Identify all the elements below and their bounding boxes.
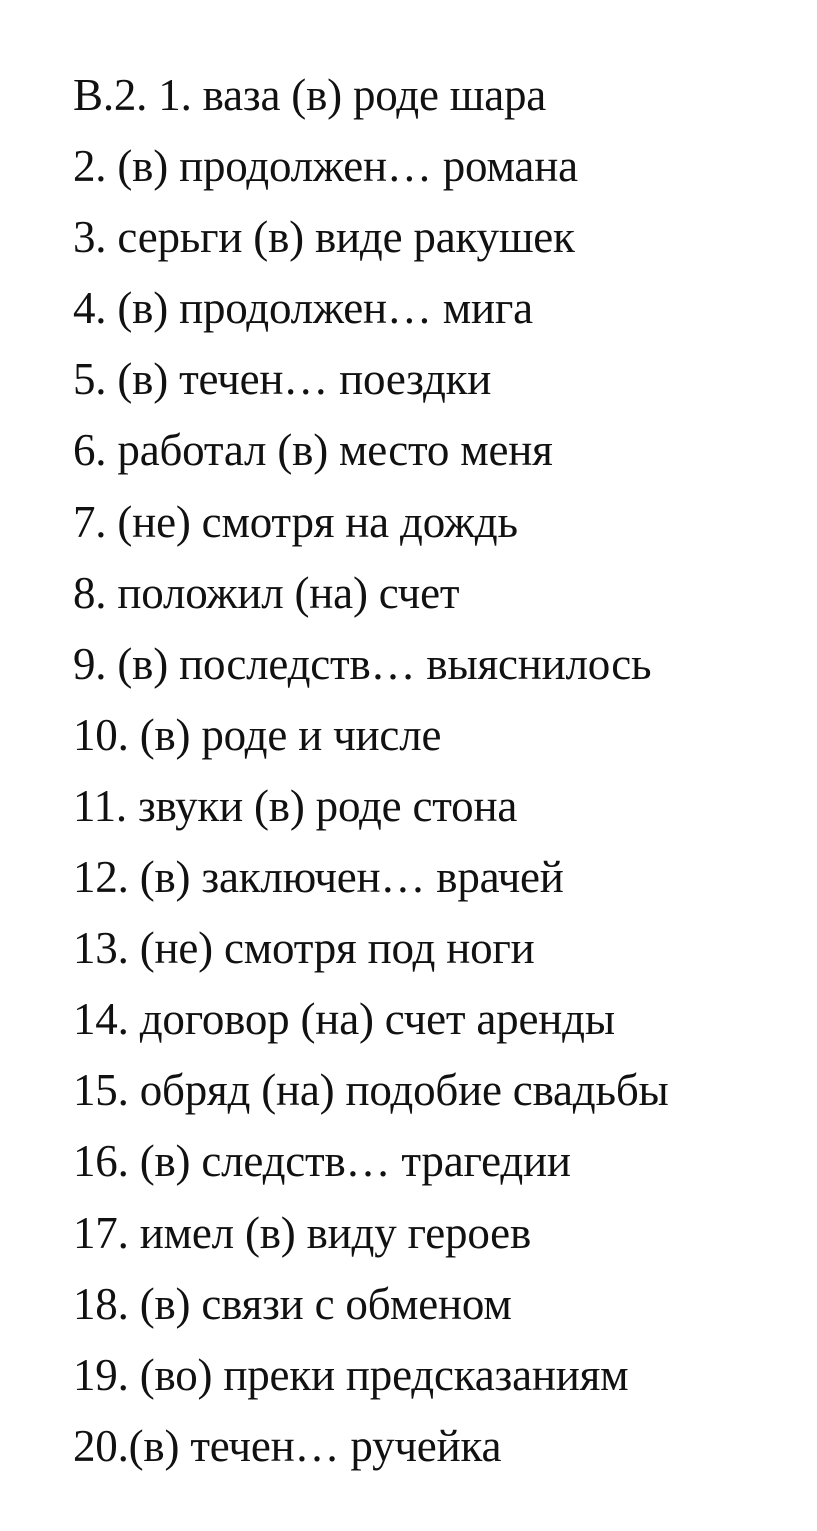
- exercise-line-9: 9. (в) последств… выяснилось: [73, 638, 652, 689]
- exercise-line-15: 15. обряд (на) подобие свадьбы: [73, 1065, 669, 1116]
- exercise-line-16: 16. (в) следств… трагедии: [73, 1136, 571, 1187]
- exercise-line-14: 14. договор (на) счет аренды: [73, 994, 615, 1045]
- exercise-line-18: 18. (в) связи с обменом: [73, 1278, 512, 1329]
- exercise-line-20: 20.(в) течен… ручейка: [73, 1420, 502, 1471]
- exercise-list: [73, 60, 813, 1482]
- exercise-line-10: 10. (в) роде и числе: [73, 709, 442, 760]
- exercise-line-1: В.2. 1. ваза (в) роде шара: [73, 70, 547, 120]
- exercise-line-13: 13. (не) смотря под ноги: [73, 923, 535, 974]
- exercise-line-11: 11. звуки (в) роде стона: [73, 780, 518, 831]
- exercise-line-12: 12. (в) заключен… врачей: [73, 852, 564, 903]
- exercise-line-5: 5. (в) течен… поездки: [73, 354, 492, 405]
- exercise-line-4: 4. (в) продолжен… мига: [73, 283, 533, 334]
- exercise-line-6: 6. работал (в) место меня: [73, 425, 553, 476]
- exercise-line-7: 7. (не) смотря на дождь: [73, 496, 518, 547]
- exercise-line-19: 19. (во) преки предсказаниям: [73, 1349, 629, 1400]
- exercise-line-3: 3. серьги (в) виде ракушек: [73, 212, 575, 263]
- exercise-line-8: 8. положил (на) счет: [73, 567, 460, 618]
- exercise-line-2: 2. (в) продолжен… романа: [73, 141, 578, 192]
- exercise-line-17: 17. имел (в) виду героев: [73, 1207, 531, 1258]
